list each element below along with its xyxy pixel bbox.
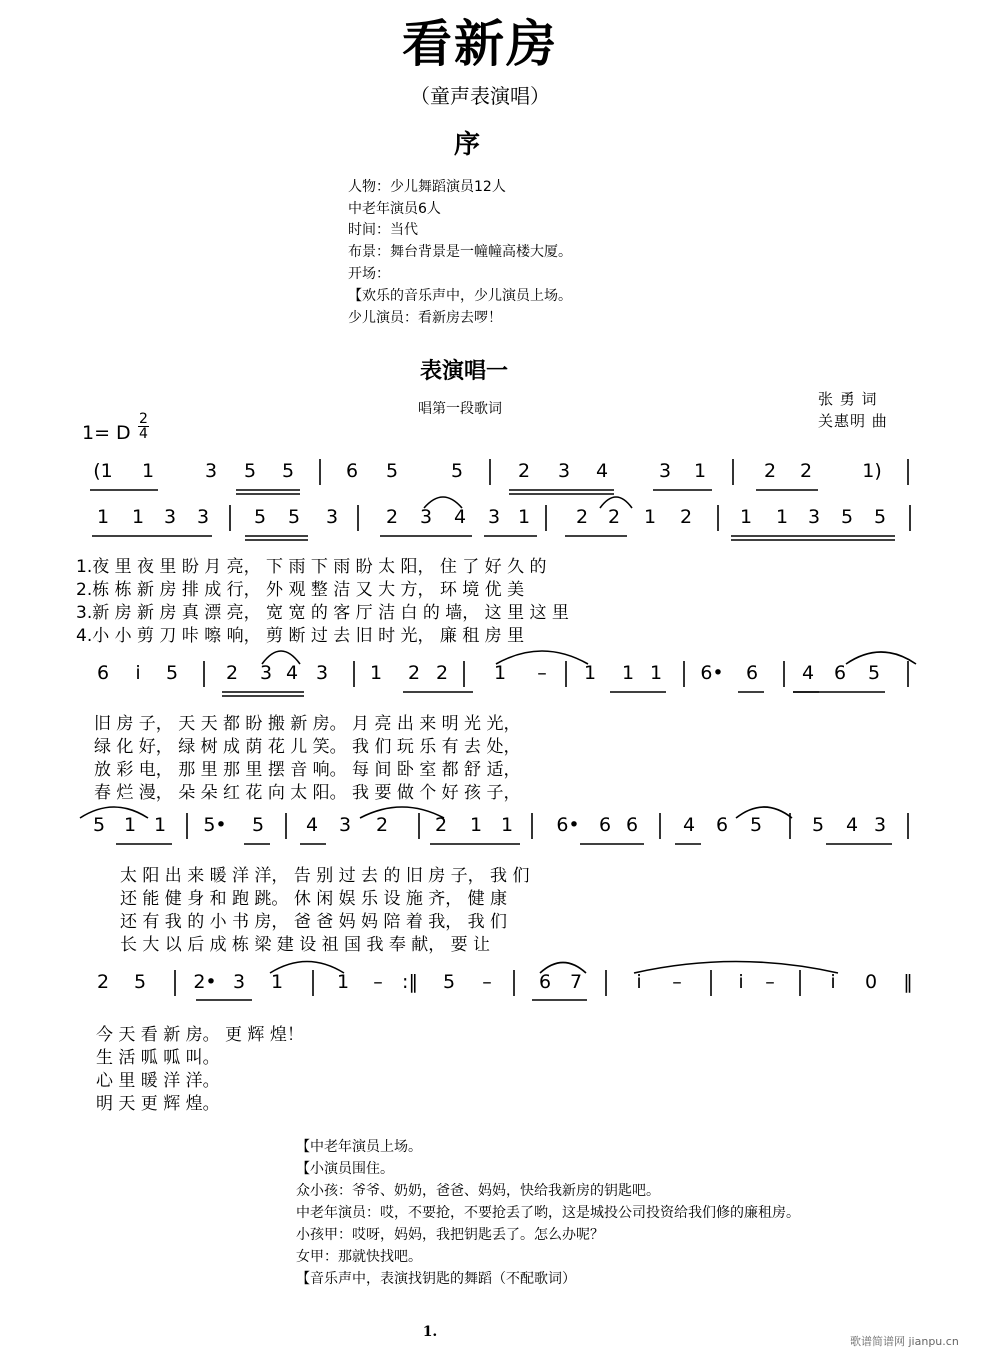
intro-line: 【欢乐的音乐声中，少儿演员上场。	[348, 288, 572, 304]
dialog-line: 众小孩：爷爷、奶奶，爸爸、妈妈，快给我新房的钥匙吧。	[296, 1183, 660, 1199]
lyric-line: 旧 房 子， 天 天 都 盼 搬 新 房。 月 亮 出 来 明 光 光，	[94, 714, 521, 734]
note: 2	[375, 814, 389, 836]
note: 1	[141, 460, 155, 482]
note: 2	[763, 460, 777, 482]
note: 2	[385, 506, 399, 528]
note: 1	[123, 814, 137, 836]
intro-line: 少儿演员：看新房去啰！	[348, 310, 502, 326]
note: 3	[658, 460, 672, 482]
note: 2	[575, 506, 589, 528]
page-number: 1.	[422, 1324, 438, 1340]
tie-arc	[846, 652, 916, 664]
note: 3	[325, 506, 339, 528]
note: 1	[493, 662, 507, 684]
intro-line: 开场：	[348, 266, 390, 282]
key-signature: 1= D	[82, 422, 131, 444]
note: 6	[745, 662, 759, 684]
note: 5	[133, 971, 147, 993]
note: 2•	[193, 971, 217, 993]
tie-arc	[80, 807, 148, 818]
note: i	[636, 971, 642, 993]
dialog-line: 【中老年演员上场。	[296, 1139, 422, 1155]
dialog-line: 【音乐声中，表演找钥匙的舞蹈（不配歌词）	[296, 1271, 576, 1287]
note: 2	[517, 460, 531, 482]
note: 2	[225, 662, 239, 684]
lyric-line: 长 大 以 后 成 栋 梁 建 设 祖 国 我 奉 献， 要 让	[120, 935, 491, 955]
note: 1	[96, 506, 110, 528]
lyric-line: 明 天 更 辉 煌。	[96, 1094, 220, 1114]
note: 3	[232, 971, 246, 993]
note: i	[738, 971, 744, 993]
lyric-line: 3.新 房 新 房 真 漂 亮， 宽 宽 的 客 厅 洁 白 的 墙， 这 里 这 里	[76, 603, 569, 623]
note: 4	[801, 662, 815, 684]
intro-line: 布景：舞台背景是一幢幢高楼大厦。	[348, 244, 572, 260]
intro-line: 中老年演员6人	[348, 201, 441, 217]
note: 1	[643, 506, 657, 528]
note: 6•	[700, 662, 724, 684]
note: i	[830, 971, 836, 993]
dash-note: –	[672, 971, 682, 993]
note: 2	[799, 460, 813, 482]
note: 5	[287, 506, 301, 528]
lyric-line: 还 有 我 的 小 书 房， 爸 爸 妈 妈 陪 着 我， 我 们	[120, 912, 508, 932]
song-subtitle: （童声表演唱）	[410, 84, 550, 108]
lyric-line: 1.夜 里 夜 里 盼 月 亮， 下 雨 下 雨 盼 太 阳， 住 了 好 久 的	[76, 557, 547, 577]
note: 5	[840, 506, 854, 528]
lyric-line: 春 烂 漫， 朵 朵 红 花 向 太 阳。 我 要 做 个 好 孩 子，	[94, 783, 521, 803]
note: 4	[453, 506, 467, 528]
lyricist-credit: 张 勇 词	[818, 390, 878, 408]
tie-arc	[360, 807, 444, 818]
note: 5	[251, 814, 265, 836]
note: 2	[607, 506, 621, 528]
note: 2	[679, 506, 693, 528]
dash-note: –	[482, 971, 492, 993]
note: 3	[315, 662, 329, 684]
note: 2	[96, 971, 110, 993]
note: 1	[153, 814, 167, 836]
note: 1	[693, 460, 707, 482]
lyric-line: 今 天 看 新 房。 更 辉 煌！	[96, 1025, 304, 1045]
note: 2	[407, 662, 421, 684]
note: 3	[204, 460, 218, 482]
note: 2	[434, 814, 448, 836]
tie-arc	[634, 962, 838, 974]
note: 1	[517, 506, 531, 528]
note: 1	[500, 814, 514, 836]
note: 5	[385, 460, 399, 482]
composer-credit: 关惠明 曲	[818, 412, 888, 430]
note: 6	[96, 662, 110, 684]
note: 1	[775, 506, 789, 528]
tie-arc	[736, 807, 792, 818]
note: 3	[196, 506, 210, 528]
dialog-line: 小孩甲：哎呀，妈妈，我把钥匙丢了。怎么办呢？	[296, 1227, 604, 1243]
time-signature-bottom: 4	[139, 426, 148, 442]
dialog-line: 中老年演员：哎，不要抢，不要抢丢了哟，这是城投公司投资给我们修的廉租房。	[296, 1205, 800, 1221]
note: 5	[450, 460, 464, 482]
note: 7	[569, 971, 583, 993]
note: 6	[345, 460, 359, 482]
prelude-heading: 序	[454, 130, 481, 160]
note: 3	[557, 460, 571, 482]
watermark: 歌谱简谱网 jianpu.cn	[850, 1335, 959, 1348]
lyric-line: 2.栋 栋 新 房 排 成 行， 外 观 整 洁 又 大 方， 环 境 优 美	[76, 580, 525, 600]
note: 1	[649, 662, 663, 684]
note: 1	[583, 662, 597, 684]
note: 5•	[203, 814, 227, 836]
note: 3	[419, 506, 433, 528]
note: 4	[682, 814, 696, 836]
dash-note: –	[765, 971, 775, 993]
note: 6	[833, 662, 847, 684]
note: 1	[621, 662, 635, 684]
dash-note: –	[537, 662, 547, 684]
note: 5	[749, 814, 763, 836]
note: 1	[469, 814, 483, 836]
section-title: 表演唱一	[420, 359, 509, 384]
note: 3	[487, 506, 501, 528]
note: 1	[739, 506, 753, 528]
note: 0	[864, 971, 878, 993]
note: 6	[625, 814, 639, 836]
dialog-line: 女甲：那就快找吧。	[296, 1249, 422, 1265]
note: 5	[243, 460, 257, 482]
note: 5	[253, 506, 267, 528]
note: 6•	[556, 814, 580, 836]
note: 1	[369, 662, 383, 684]
note: 1	[131, 506, 145, 528]
note: 2	[435, 662, 449, 684]
lyric-line: 4.小 小 剪 刀 咔 嚓 响， 剪 断 过 去 旧 时 光， 廉 租 房 里	[76, 626, 525, 646]
note: i	[135, 662, 141, 684]
note: 3	[163, 506, 177, 528]
note: 4	[845, 814, 859, 836]
note: 5	[92, 814, 106, 836]
note: 3	[259, 662, 273, 684]
note: 6	[598, 814, 612, 836]
note: 4	[595, 460, 609, 482]
note: 1	[336, 971, 350, 993]
note: 5	[867, 662, 881, 684]
note: 5	[811, 814, 825, 836]
intro-line: 时间：当代	[348, 222, 418, 238]
dash-note: –	[373, 971, 383, 993]
note: 6	[538, 971, 552, 993]
time-signature-top: 2	[139, 411, 148, 427]
note: 1)	[862, 460, 882, 482]
note: 5	[442, 971, 456, 993]
lyric-line: 绿 化 好， 绿 树 成 荫 花 儿 笑。 我 们 玩 乐 有 去 处，	[94, 737, 521, 757]
lyric-line: 心 里 暖 洋 洋。	[96, 1071, 220, 1091]
verse-note: 唱第一段歌词	[418, 401, 502, 417]
song-title: 看新房	[402, 15, 558, 73]
intro-line: 人物：少儿舞蹈演员12人	[348, 179, 506, 195]
lyric-line: 还 能 健 身 和 跑 跳。 休 闲 娱 乐 设 施 齐， 健 康	[120, 889, 508, 909]
note: (1	[93, 460, 113, 482]
note: 6	[715, 814, 729, 836]
note: 4	[285, 662, 299, 684]
note: 3	[807, 506, 821, 528]
note: 5	[873, 506, 887, 528]
note: ‖	[903, 971, 913, 993]
dialog-line: 【小演员围住。	[296, 1161, 394, 1177]
note: 5	[281, 460, 295, 482]
note: 5	[165, 662, 179, 684]
note: 3	[338, 814, 352, 836]
note: 1	[270, 971, 284, 993]
lyric-line: 放 彩 电， 那 里 那 里 摆 音 响。 每 间 卧 室 都 舒 适，	[94, 760, 521, 780]
note: 3	[873, 814, 887, 836]
note: :‖	[402, 971, 418, 993]
lyric-line: 生 活 呱 呱 叫。	[96, 1048, 220, 1068]
lyric-line: 太 阳 出 来 暖 洋 洋， 告 别 过 去 的 旧 房 子， 我 们	[120, 866, 530, 886]
note: 4	[305, 814, 319, 836]
